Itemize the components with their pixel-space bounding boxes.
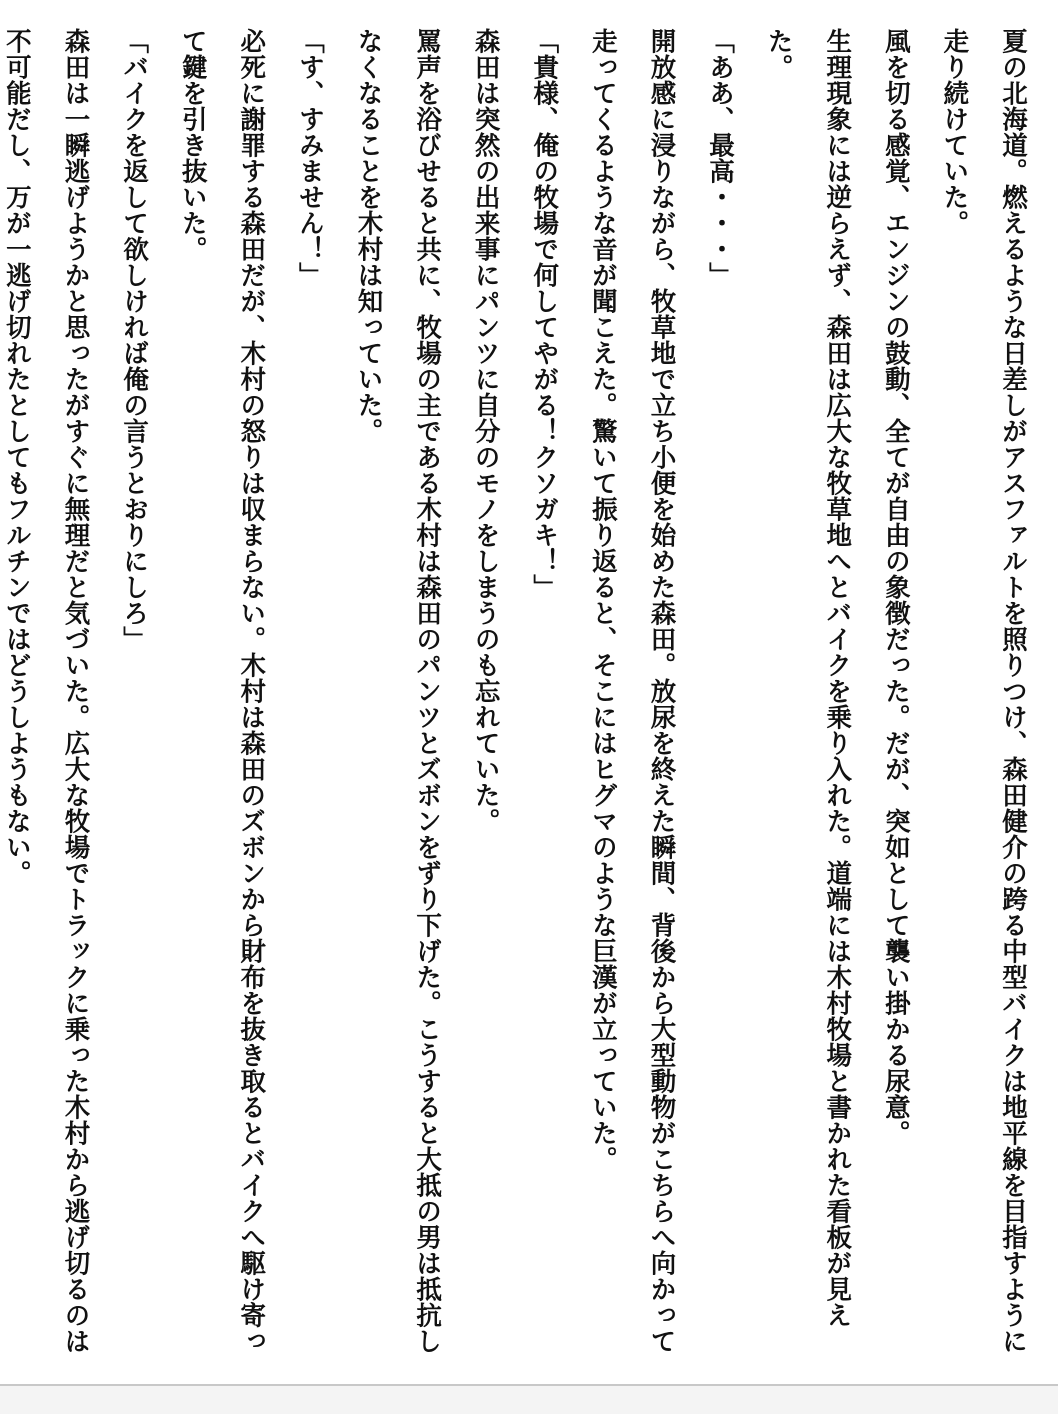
vertical-text-body <box>1 28 1042 1378</box>
dialogue-line: 「す、すみません！」 <box>294 28 325 288</box>
dialogue-line: 「貴様、俺の牧場で何してやがる！クソガキ！」 <box>529 28 560 600</box>
paragraph: 生理現象には逆らえず、森田は広大な牧草地へとバイクを乗り入れた。道端には木村牧場と書かれた看板が見えた。 <box>763 28 853 1328</box>
paragraph: 森田は突然の出来事にパンツに自分のモノをしまうのも忘れていた。 <box>470 28 501 834</box>
paragraph: 夏の北海道。燃えるような日差しがアスファルトを照りつけ、森田健介の跨る中型バイクは地平線を目指すように走り続けていた。 <box>939 28 1028 1354</box>
paragraph: 森田は一瞬逃げようかと思ったがすぐに無理だと気づいた。広大な牧場でトラックに乗った木村から逃げ切るのは不可能だし、万が一逃げ切れたとしてもフルチンではどうしようもない。 <box>1 28 91 1354</box>
paragraph: 開放感に浸りながら、牧草地で立ち小便を始めた森田。放尿を終えた瞬間、背後から大型動物がこちらへ向かって走ってくるような音が聞こえた。驚いて振り返ると、そこにはヒグマのような巨漢が立っていた。 <box>587 28 677 1354</box>
paragraph: 罵声を浴びせると共に、牧場の主である木村は森田のパンツとズボンをずり下げた。こうすると大抵の男は抵抗しなくなることを木村は知っていた。 <box>353 28 443 1354</box>
page-bottom-margin <box>0 1386 1058 1414</box>
paragraph: 必死に謝罪する森田だが、木村の怒りは収まらない。木村は森田のズボンから財布を抜き取るとバイクへ駆け寄って鍵を引き抜いた。 <box>177 28 267 1354</box>
dialogue-line: 「バイクを返して欲しければ俺の言うとおりにしろ」 <box>119 28 150 652</box>
dialogue-line: 「ああ、最高・・・」 <box>705 28 736 288</box>
paragraph: 風を切る感覚、エンジンの鼓動、全てが自由の象徴だった。だが、突如として襲い掛かる尿意。 <box>880 28 911 1146</box>
